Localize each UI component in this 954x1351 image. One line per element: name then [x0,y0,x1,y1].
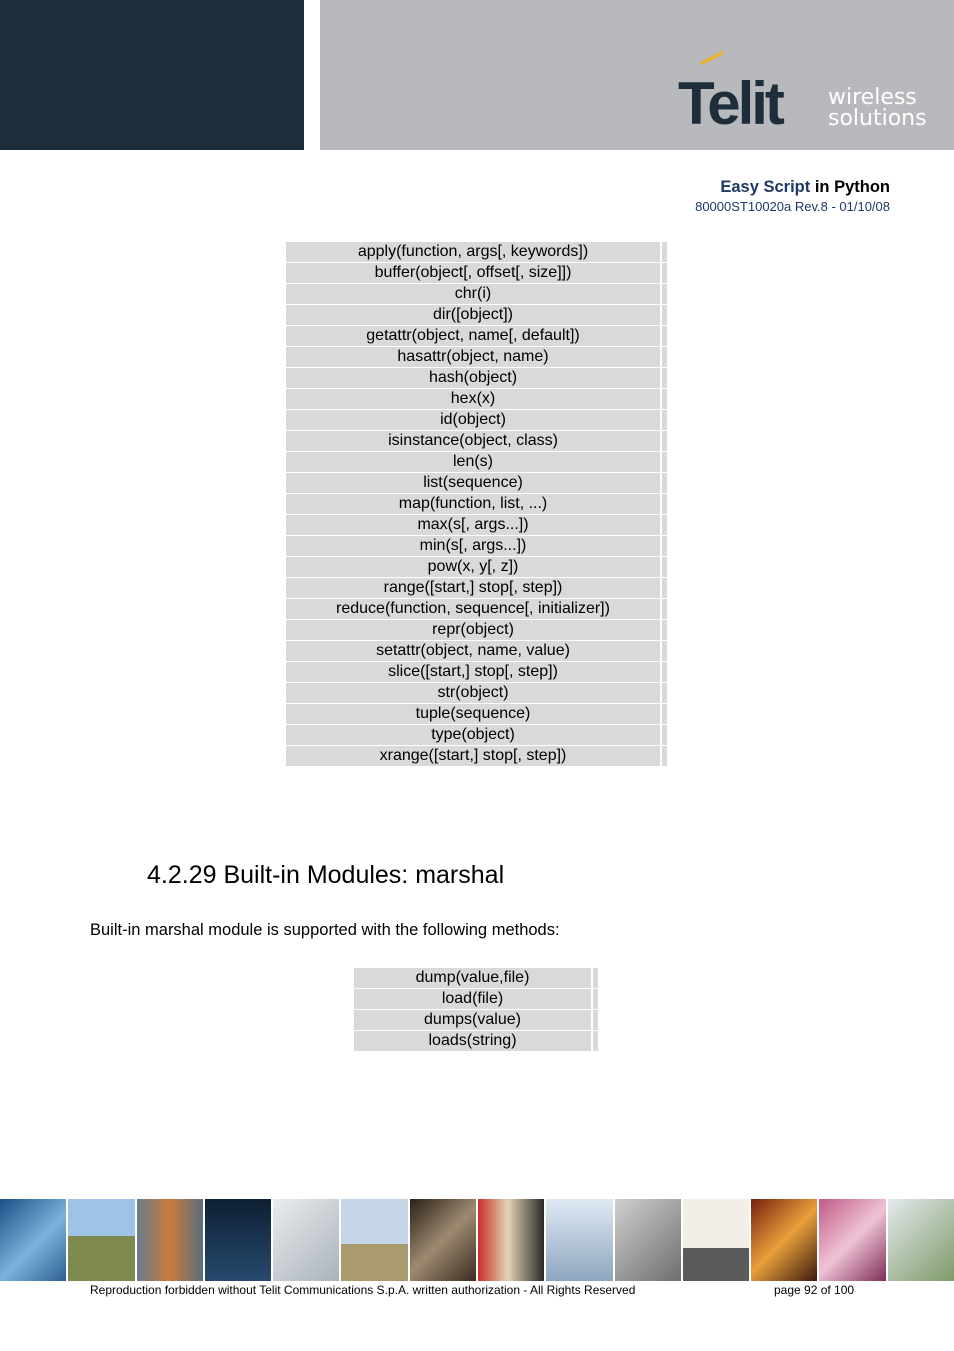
builtin-row [286,431,667,452]
function-signature: apply(function, args[, keywords]) [286,242,660,263]
function-signature: pow(x, y[, z]) [286,557,660,578]
cell-padding [662,557,667,578]
cell-padding [662,704,667,725]
function-signature: repr(object) [286,620,660,641]
marshal-row [354,1031,598,1052]
function-signature: max(s[, args...]) [286,515,660,536]
function-signature: type(object) [286,725,660,746]
photo-tile [478,1199,544,1281]
logo-word: Telit [678,70,782,136]
function-signature: buffer(object[, offset[, size]]) [286,263,660,284]
photo-tile [137,1199,203,1281]
document-id: 80000ST10020a Rev.8 - 01/10/08 [695,199,890,214]
function-signature: chr(i) [286,284,660,305]
builtin-row [286,326,667,347]
cell-padding [662,305,667,326]
photo-tile [273,1199,339,1281]
function-signature: tuple(sequence) [286,704,660,725]
cell-padding [662,515,667,536]
builtin-row [286,410,667,431]
logo-tagline-1: wireless [828,85,917,110]
cell-padding [593,989,598,1010]
cell-padding [662,431,667,452]
function-signature: setattr(object, name, value) [286,641,660,662]
builtin-row [286,704,667,725]
builtin-row [286,284,667,305]
builtin-row [286,641,667,662]
function-signature: hash(object) [286,368,660,389]
marshal-row [354,1010,598,1031]
builtin-row [286,557,667,578]
photo-tile [341,1199,407,1281]
photo-tile [615,1199,681,1281]
function-signature: dump(value,file) [354,968,591,989]
cell-padding [662,599,667,620]
cell-padding [662,263,667,284]
function-signature: hasattr(object, name) [286,347,660,368]
cell-padding [662,746,667,767]
telit-logo [676,46,936,136]
cell-padding [662,368,667,389]
function-signature: list(sequence) [286,473,660,494]
function-signature: map(function, list, ...) [286,494,660,515]
cell-padding [662,725,667,746]
function-signature: loads(string) [354,1031,591,1052]
cell-padding [662,452,667,473]
function-signature: reduce(function, sequence[, initializer]) [286,599,660,620]
builtin-row [286,746,667,767]
function-signature: slice([start,] stop[, step]) [286,662,660,683]
marshal-methods-table [354,968,598,1052]
section-heading: 4.2.29 Built-in Modules: marshal [147,861,505,889]
cell-padding [662,494,667,515]
builtin-row [286,536,667,557]
function-signature: min(s[, args...]) [286,536,660,557]
cell-padding [662,242,667,263]
document-title-part2: in Python [810,178,890,196]
builtin-row [286,347,667,368]
builtin-row [286,473,667,494]
builtin-row [286,620,667,641]
builtin-row [286,578,667,599]
builtin-functions-table [286,242,667,767]
page-number: page 92 of 100 [774,1283,855,1297]
function-signature: len(s) [286,452,660,473]
cell-padding [662,389,667,410]
function-signature: dumps(value) [354,1010,591,1031]
photo-tile [751,1199,817,1281]
cell-padding [662,620,667,641]
logo-tagline-2: solutions [828,106,927,131]
cell-padding [662,326,667,347]
marshal-row [354,968,598,989]
document-title-part1: Easy Script [720,178,811,196]
cell-padding [662,683,667,704]
function-signature: getattr(object, name[, default]) [286,326,660,347]
cell-padding [593,968,598,989]
function-signature: id(object) [286,410,660,431]
function-signature: xrange([start,] stop[, step]) [286,746,660,767]
builtin-row [286,599,667,620]
photo-tile [0,1199,66,1281]
builtin-row [286,452,667,473]
function-signature: isinstance(object, class) [286,431,660,452]
header-dark-block [0,0,304,150]
footer-photo-strip [0,1199,954,1281]
builtin-row [286,515,667,536]
builtin-row [286,305,667,326]
photo-tile [68,1199,134,1281]
builtin-row [286,494,667,515]
document-title [720,178,890,197]
photo-tile [546,1199,612,1281]
cell-padding [593,1031,598,1052]
cell-padding [662,473,667,494]
photo-tile [888,1199,954,1281]
builtin-row [286,242,667,263]
builtin-row [286,389,667,410]
builtin-row [286,263,667,284]
section-paragraph: Built-in marshal module is supported with the following methods: [90,921,560,939]
function-signature: load(file) [354,989,591,1010]
cell-padding [662,347,667,368]
builtin-row [286,725,667,746]
cell-padding [662,641,667,662]
cell-padding [593,1010,598,1031]
cell-padding [662,662,667,683]
builtin-row [286,662,667,683]
cell-padding [662,284,667,305]
function-signature: str(object) [286,683,660,704]
photo-tile [683,1199,749,1281]
function-signature: hex(x) [286,389,660,410]
function-signature: range([start,] stop[, step]) [286,578,660,599]
footer-notice: Reproduction forbidden without Telit Communications S.p.A. written authorization - All Rights Reserved [90,1283,636,1297]
cell-padding [662,410,667,431]
photo-tile [819,1199,885,1281]
cell-padding [662,578,667,599]
photo-tile [410,1199,476,1281]
function-signature: dir([object]) [286,305,660,326]
cell-padding [662,536,667,557]
photo-tile [205,1199,271,1281]
builtin-row [286,683,667,704]
marshal-row [354,989,598,1010]
builtin-row [286,368,667,389]
